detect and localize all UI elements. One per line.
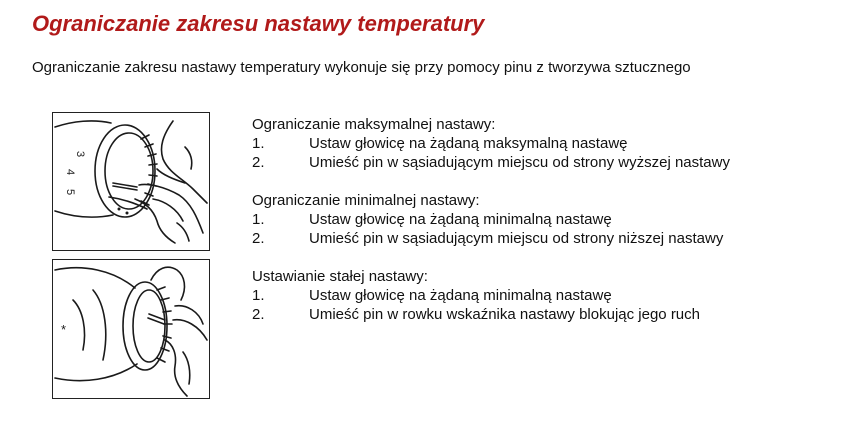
instructions-panel [252,115,852,343]
step-text: Ustaw głowicę na żądaną maksymalną nastawę [309,135,628,152]
illustration-max-limit [52,112,210,251]
step-text: Umieść pin w sąsiadującym miejscu od strony wyższej nastawy [309,154,730,171]
step-number: 2. [252,154,265,171]
section-heading: Ograniczanie minimalnej nastawy: [252,192,480,209]
step-text: Ustaw głowicę na żądaną minimalną nastawę [309,287,612,304]
list-item [252,210,852,229]
list-item [252,286,852,305]
section-max-limit [252,115,852,172]
dial-number-5: 5 [64,189,76,196]
step-text: Ustaw głowicę na żądaną minimalną nastawę [309,211,612,228]
thermostat-fingers-drawing [53,260,209,398]
list-item [252,153,852,172]
page-title: Ograniczanie zakresu nastawy temperatury [32,11,485,36]
step-number: 1. [252,287,265,304]
section-heading: Ograniczanie maksymalnej nastawy: [252,116,496,133]
section-heading: Ustawianie stałej nastawy: [252,268,428,285]
illustration-fixed-setting [52,259,210,399]
step-number: 1. [252,211,265,228]
step-text: Umieść pin w sąsiadującym miejscu od strony niższej nastawy [309,230,724,247]
step-text: Umieść pin w rowku wskaźnika nastawy blokując jego ruch [309,306,700,323]
dial-number-3: 3 [74,151,86,158]
section-min-limit [252,191,852,248]
intro-text: Ograniczanie zakresu nastawy temperatury wykonuje się przy pomocy pinu z tworzywa sztucznego [32,59,691,76]
dial-star-symbol: * [61,322,67,337]
step-number: 1. [252,135,265,152]
list-item [252,305,852,324]
section-fixed-setting [252,267,852,324]
list-item [252,229,852,248]
step-number: 2. [252,306,265,323]
list-item [252,134,852,153]
dial-number-4: 4 [64,169,76,176]
thermostat-hand-drawing [53,113,209,250]
step-number: 2. [252,230,265,247]
